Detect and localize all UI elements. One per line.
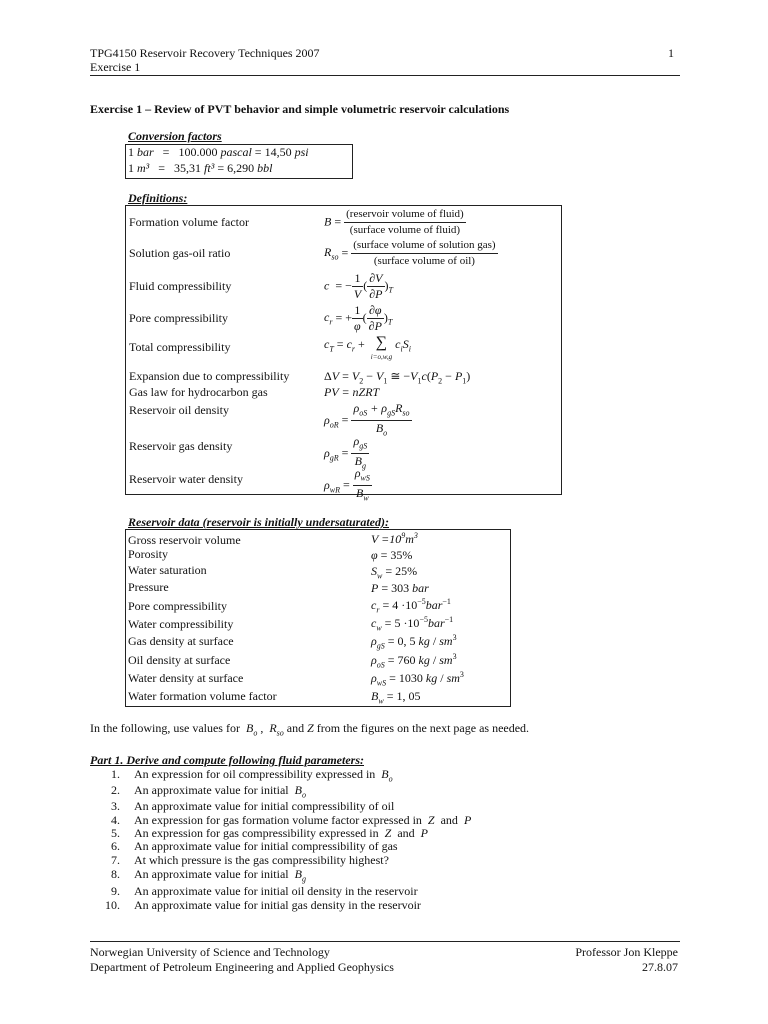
pore-compressibility-formula: $c_r$ = + $\frac{1}{\varphi}$ ( $\frac{\partial\varphi}{\partial P}$ )$_T$ [324,303,393,333]
course-title: TPG4150 Reservoir Recovery Techniques 2007 [90,46,320,60]
exercise-title: Exercise 1 – Review of PVT behavior and simple volumetric reservoir calculations [90,102,510,116]
res-value-oil-density: $\rho_{oS} = 760$ kg / $sm^3$ [371,652,457,670]
res-label-porosity: Porosity [128,547,169,561]
intro-text: In the following, use values for $B_o$ , $R_{so}$ and Z from the figures on the next page as needed. [90,721,530,738]
part1-heading: Part 1. Derive and compute following fluid parameters: [90,753,364,767]
reservoir-heading: Reservoir data (reservoir is initially undersaturated): [128,515,389,529]
def-row-gas-density: Reservoir gas density $\rho_{gR}$ = $\frac{\rho_{gS}}{B_g}$ [126,434,561,466]
conversion-table [125,144,353,179]
gas-law-formula: PV = nZRT [324,385,380,399]
res-label-pore-compressibility: Pore compressibility [128,599,227,613]
exercise-label: Exercise 1 [90,60,141,74]
page-number: 1 [668,46,674,60]
definitions-heading: Definitions: [128,191,188,205]
oil-density-formula: $\rho_{oR}$ = $\frac{\rho_{oS} + \rho_{gS}R_{so}}{B_o}$ [324,401,410,438]
res-value-pressure: P = 303 bar [371,581,429,595]
def-row-total-compressibility: Total compressibility $c_T = c_r$ + ∑ i=o,w,g $c_iS_i$ [129,334,411,361]
def-row-pore-compressibility: Pore compressibility $c_r$ = + $\frac{1}{\varphi}$ ( $\frac{\partial\varphi}{\partial P}$ )$_T$ [129,303,393,333]
reservoir-table [125,529,511,707]
res-label-oil-density: Oil density at surface [128,653,231,667]
def-row-expansion: Expansion due to compressibility $\Delta V = V_2 - V_1$ ≅ $-V_1c(P_2 - P_1)$ [129,369,471,386]
water-density-formula: $\rho_{wR}$ = $\frac{\rho_{wS}}{B_w}$ [324,466,370,503]
res-label-pressure: Pressure [128,580,169,594]
res-value-porosity: φ = 35% [371,548,413,562]
res-label-volume: Gross reservoir volume [128,533,241,547]
conversion-row-m3: 1 m³ = 35,31 ft³ = 6,290 bbl [128,161,273,175]
res-value-gas-density: $\rho_{gS} = 0$, 5 kg / $sm^3$ [371,633,457,651]
rso-formula: $R_{so}$ = $\frac{\text{(surface volume of solution gas)}}{\text{(surface volume of oil)}}$ [324,239,496,267]
res-value-pore-compressibility: $c_r = 4 \cdot 10^{-5}bar^{-1}$ [371,597,451,615]
res-value-volume: $V =10^9m^3$ [371,531,418,546]
expansion-formula: $\Delta V = V_2 - V_1$ ≅ $-V_1c(P_2 - P_1)$ [324,369,471,386]
def-row-fvf: Formation volume factor B = $\frac{\text{(reservoir volume of fluid)}}{\text{(surface volume of fluid)}}$ [129,208,464,236]
footer-university: Norwegian University of Science and Technology [90,945,330,959]
total-compressibility-formula: $c_T = c_r$ + ∑ i=o,w,g $c_iS_i$ [324,334,411,361]
res-label-water-compressibility: Water compressibility [128,617,234,631]
fluid-compressibility-formula: c = − $\frac{1}{V}$ ( $\frac{\partial V}{\partial P}$ )$_T$ [324,271,393,301]
footer-rule [90,941,680,942]
conversion-row-bar: 1 bar = 100.000 pascal = 14,50 psi [128,145,309,159]
res-label-water-saturation: Water saturation [128,563,207,577]
conversion-heading: Conversion factors [128,129,222,143]
res-value-water-saturation: $S_w = 25\%$ [371,564,418,581]
footer-professor: Professor Jon Kleppe [575,945,678,959]
def-row-water-density: Reservoir water density $\rho_{wR}$ = $\frac{\rho_{wS}}{B_w}$ [126,466,561,496]
res-label-water-fvf: Water formation volume factor [128,689,277,703]
header-rule [90,75,680,76]
footer-date: 27.8.07 [642,960,678,974]
gas-density-formula: $\rho_{gR}$ = $\frac{\rho_{gS}}{B_g}$ [324,434,368,471]
def-row-fluid-compressibility: Fluid compressibility c = − $\frac{1}{V}$ ( $\frac{\partial V}{\partial P}$ )$_T$ [129,271,393,301]
def-row-oil-density: Reservoir oil density $\rho_{oR}$ = $\frac{\rho_{oS} + \rho_{gS}R_{so}}{B_o}$ [126,400,561,434]
def-row-gas-law: Gas law for hydrocarbon gas PV = nZRT [129,385,380,399]
fvf-formula: B = $\frac{\text{(reservoir volume of fluid)}}{\text{(surface volume of fluid)}}$ [324,208,464,236]
res-value-water-density: $\rho_{wS} = 1030$ kg / $sm^3$ [371,670,464,688]
res-label-gas-density: Gas density at surface [128,634,234,648]
res-value-water-fvf: $B_w = 1$, 05 [371,689,421,706]
def-row-rso: Solution gas-oil ratio $R_{so}$ = $\frac{\text{(surface volume of solution gas)}}{\text{(surface volume of oil)}}$ [129,239,496,267]
footer-department: Department of Petroleum Engineering and Applied Geophysics [90,960,394,974]
part1-list: 1. An expression for oil compressibility expressed in $B_o$ 2. An approximate value for initial $B_o$ 3. An approximate value for initial compressibility of oil 4. An expression for gas formation volume factor expressed in Z and P 5. An expression for gas compressibility expressed in Z and P 6. An approximate value for initial compressibility of gas 7. At which pressure is the gas compressibility highest? 8. An approximate value for initial $B_g$ 9. An approximate value for initial oil density in the reservoir 10. An approximate value for initial gas density in the reservoir [105,767,472,912]
res-label-water-density: Water density at surface [128,671,244,685]
res-value-water-compressibility: $c_w = 5 \cdot 10^{-5}bar^{-1}$ [371,615,454,633]
definitions-table [125,205,562,503]
